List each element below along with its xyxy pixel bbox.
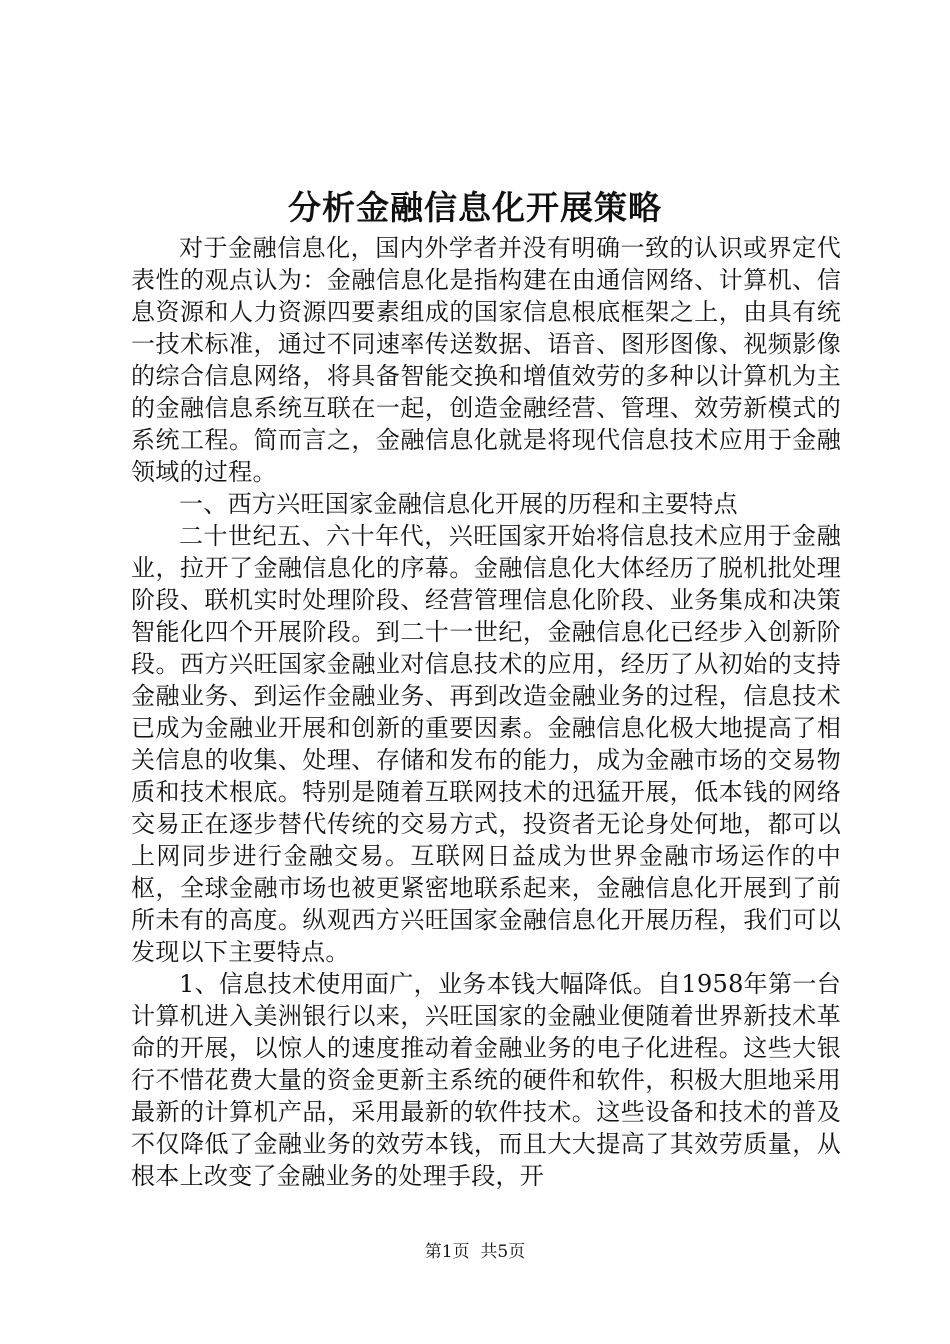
paragraph-intro: 对于金融信息化，国内外学者并没有明确一致的认识或界定代表性的观点认为：金融信息化是指构建在由通信网络、计算机、信息资源和人力资源四要素组成的国家信息根底框架之上，由具有统一技术标准，通过不同速率传送数据、语音、图形图像、视频影像的综合信息网络，将具备智能交换和增值效劳的多种以计算机为主的金融信息系统互联在一起，创造金融经营、管理、效劳新模式的系统工程。简而言之，金融信息化就是将现代信息技术应用于金融领域的过程。 (131, 234, 841, 486)
paragraph-point-1: 1、信息技术使用面广，业务本钱大幅降低。自1958年第一台计算机进入美洲银行以来，兴旺国家的金融业便随着世界新技术革命的开展，以惊人的速度推动着金融业务的电子化进程。这些大银行不惜花费大量的资金更新主系统的硬件和软件，积极大胆地采用最新的计算机产品，采用最新的软件技术。这些设备和技术的普及不仅降低了金融业务的效劳本钱，而且大大提高了其效劳质量，从根本上改变了金融业务的处理手段，开 (131, 970, 841, 1190)
document-title: 分析金融信息化开展策略 (288, 188, 662, 227)
page-number: 第1页 (424, 1242, 470, 1262)
document-body (131, 232, 841, 1192)
page-total: 共5页 (480, 1242, 526, 1262)
paragraph-history: 二十世纪五、六十年代，兴旺国家开始将信息技术应用于金融业，拉开了金融信息化的序幕。金融信息化大体经历了脱机批处理阶段、联机实时处理阶段、经营管理信息化阶段、业务集成和决策智能化四个开展阶段。到二十一世纪，金融信息化已经步入创新阶段。西方兴旺国家金融业对信息技术的应用，经历了从初始的支持金融业务、到运作金融业务、再到改造金融业务的过程，信息技术已成为金融业开展和创新的重要因素。金融信息化极大地提高了相关信息的收集、处理、存储和发布的能力，成为金融市场的交易物质和技术根底。特别是随着互联网技术的迅猛开展，低本钱的网络交易正在逐步替代传统的交易方式，投资者无论身处何地，都可以上网同步进行金融交易。互联网日益成为世界金融市场运作的中枢，全球金融市场也被更紧密地联系起来，金融信息化开展到了前所未有的高度。纵观西方兴旺国家金融信息化开展历程，我们可以发现以下主要特点。 (131, 522, 841, 966)
page-footer (0, 1241, 950, 1263)
section-heading: 一、西方兴旺国家金融信息化开展的历程和主要特点 (179, 490, 738, 518)
